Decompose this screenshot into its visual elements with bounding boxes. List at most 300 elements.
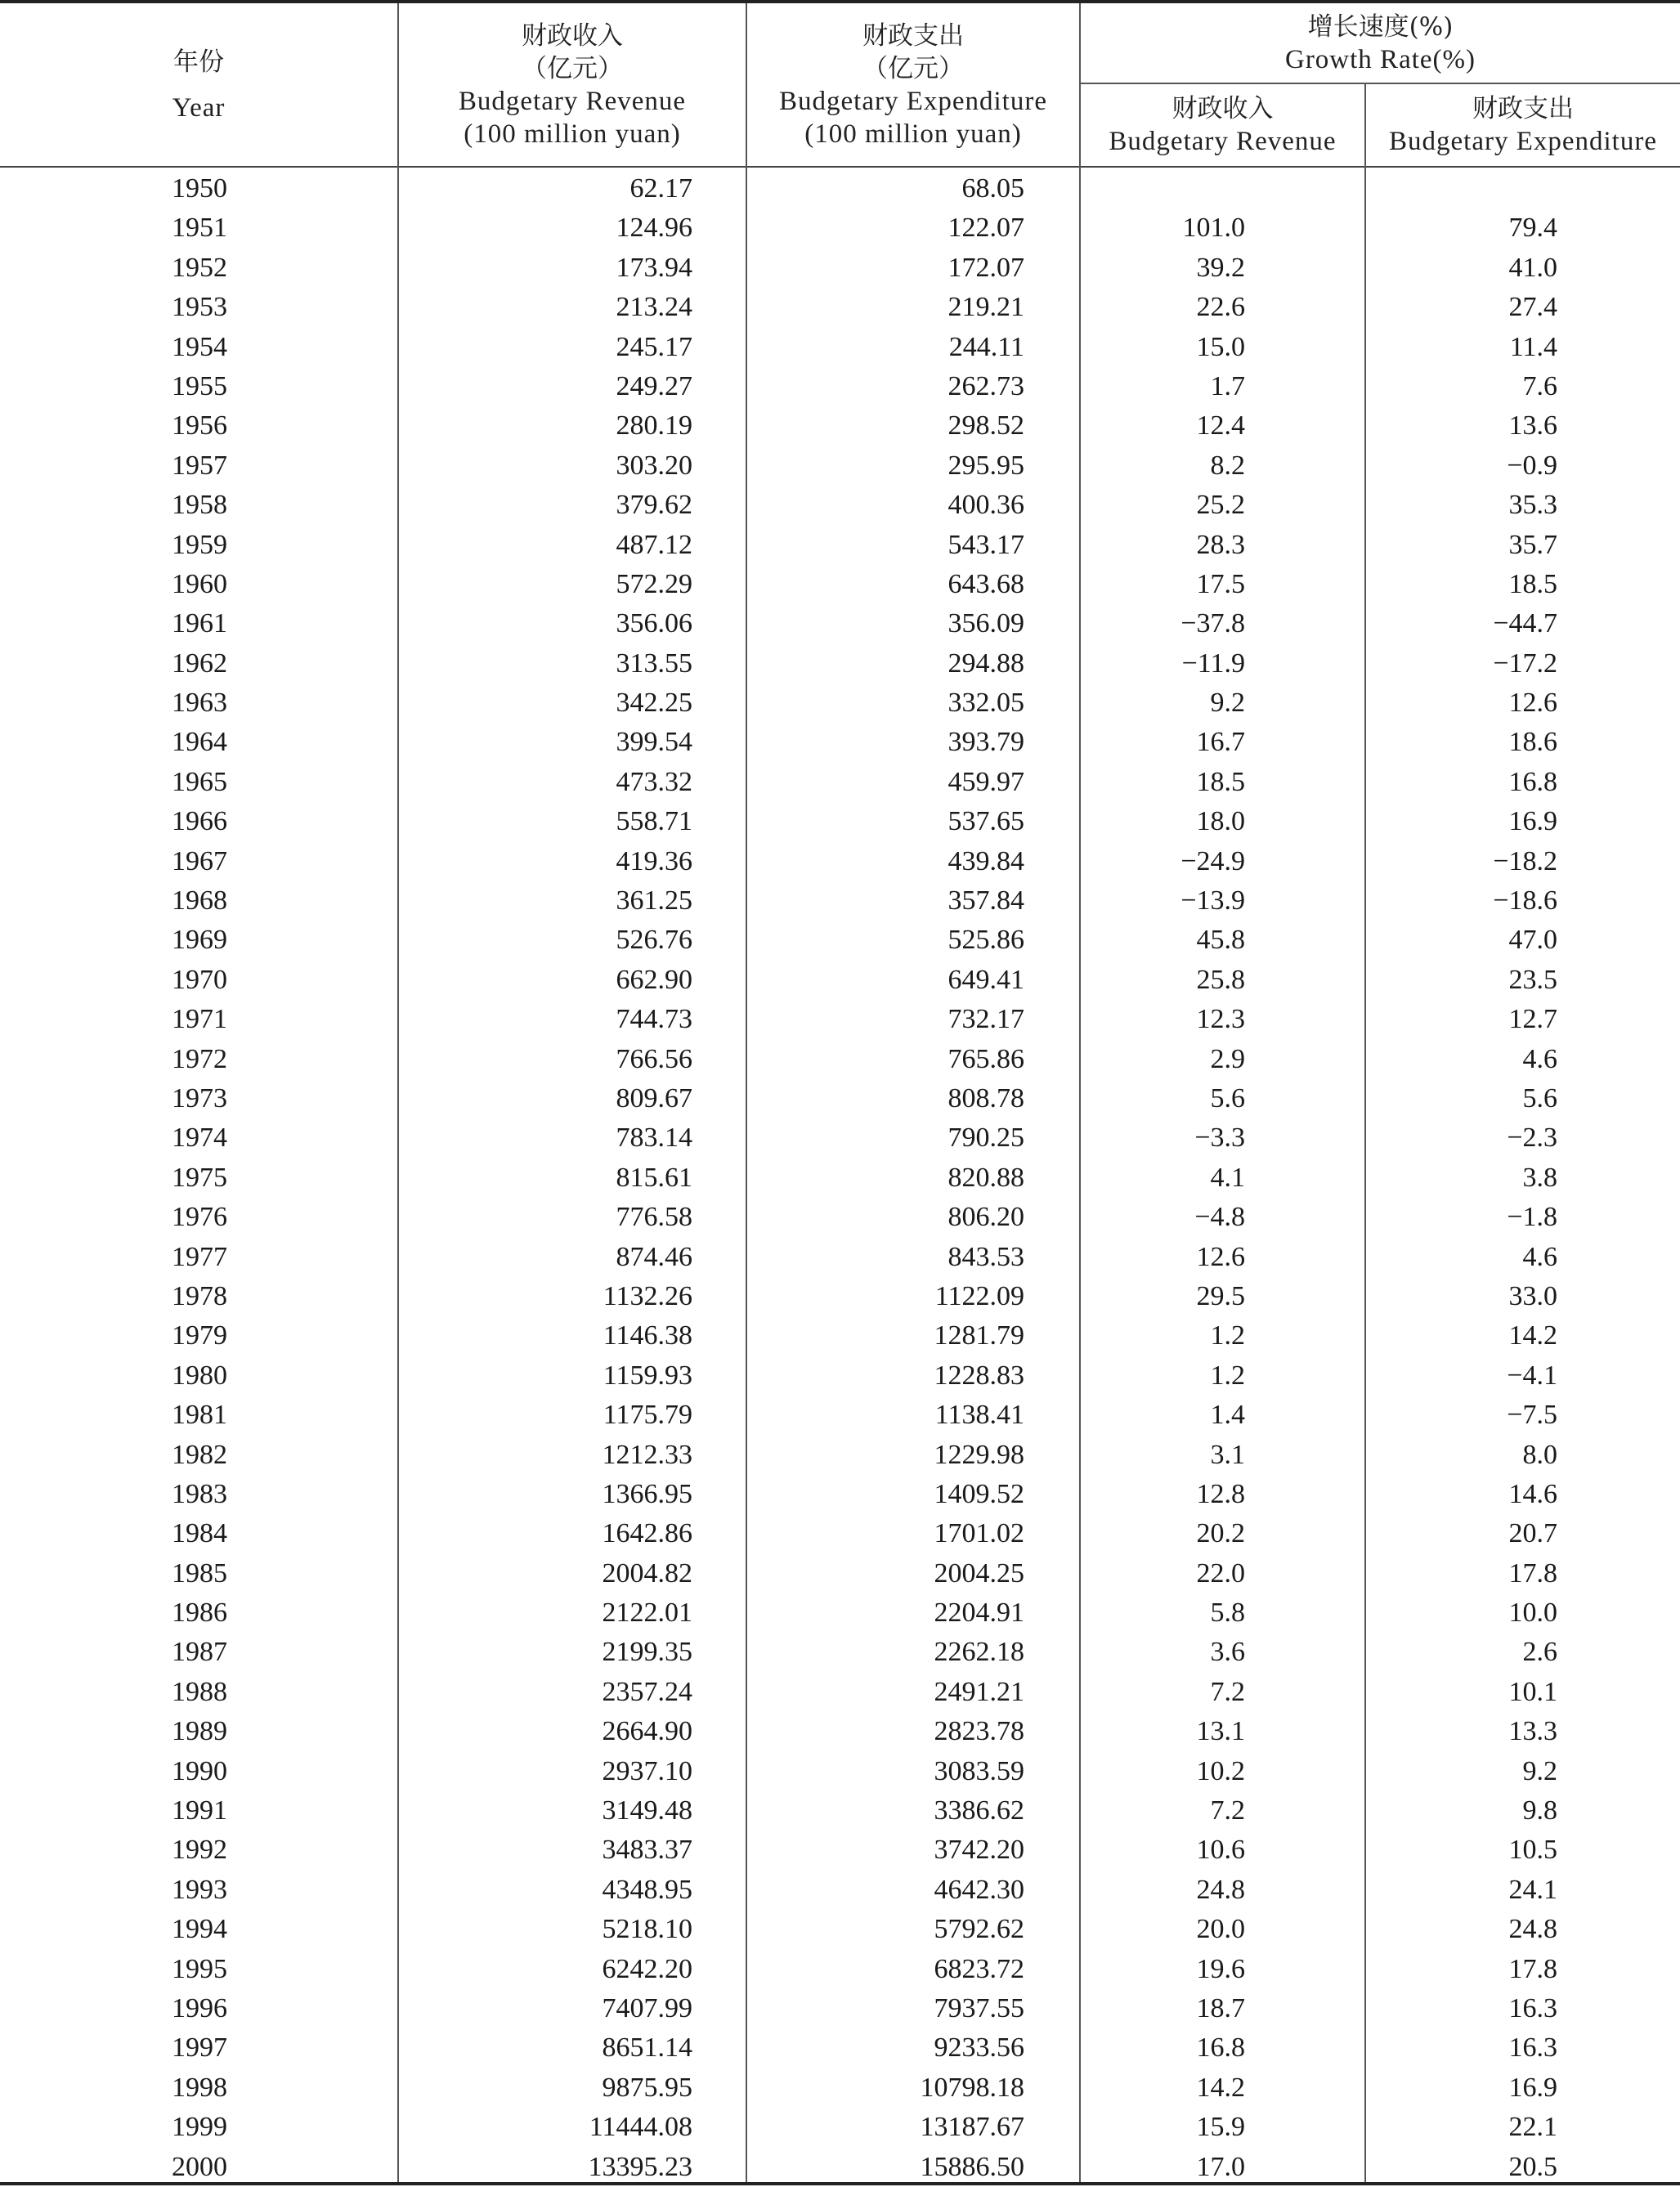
growth-expenditure-cell: 17.8	[1508, 1557, 1557, 1589]
growth-expenditure-cell: 24.1	[1508, 1874, 1557, 1905]
revenue-cell: 1366.95	[602, 1478, 692, 1509]
revenue-cell: 1175.79	[603, 1400, 692, 1431]
growth-revenue-cell: −37.8	[1180, 608, 1245, 639]
growth-revenue-cell: −13.9	[1180, 885, 1245, 916]
table-row	[0, 1831, 1680, 1870]
year-cell: 1959	[172, 529, 227, 560]
expenditure-cell: 1229.98	[934, 1439, 1024, 1470]
growth-expenditure-cell: 10.1	[1508, 1676, 1557, 1707]
growth-expenditure-cell: 41.0	[1508, 252, 1557, 283]
table-row	[0, 1475, 1680, 1514]
revenue-cell: 2199.35	[602, 1637, 692, 1668]
table-row	[0, 763, 1680, 802]
expenditure-cell: 2004.25	[934, 1557, 1024, 1589]
growth-expenditure-cell: 4.6	[1522, 1043, 1557, 1074]
revenue-cell: 2122.01	[602, 1598, 692, 1629]
table-row	[0, 921, 1680, 960]
expenditure-cell: 294.88	[948, 648, 1024, 679]
table-row	[0, 1712, 1680, 1751]
growth-revenue-cell: 12.6	[1196, 1241, 1245, 1272]
year-cell: 1969	[172, 925, 227, 956]
revenue-cell: 1159.93	[603, 1360, 692, 1391]
header-revenue-en: Budgetary Revenue	[458, 86, 687, 116]
table-row	[0, 881, 1680, 921]
revenue-cell: 13395.23	[588, 2151, 692, 2182]
growth-revenue-cell: 19.6	[1196, 1953, 1245, 1984]
growth-revenue-cell: 29.5	[1196, 1280, 1245, 1311]
revenue-cell: 1132.26	[603, 1280, 692, 1311]
table-row	[0, 1514, 1680, 1553]
header-growth-revenue-en: Budgetary Revenue	[1109, 127, 1337, 156]
growth-expenditure-cell: 18.6	[1508, 727, 1557, 758]
growth-expenditure-cell: 16.3	[1508, 1992, 1557, 2023]
growth-revenue-cell: 12.8	[1196, 1478, 1245, 1509]
header-expenditure-cn: 财政支出	[862, 20, 964, 51]
revenue-cell: 124.96	[616, 213, 692, 244]
year-cell: 1956	[172, 410, 227, 441]
expenditure-cell: 9233.56	[934, 2032, 1024, 2064]
year-cell: 1996	[172, 1992, 227, 2023]
table-row	[0, 802, 1680, 841]
expenditure-cell: 357.84	[948, 885, 1024, 916]
year-cell: 1972	[172, 1043, 227, 1074]
growth-expenditure-cell: 17.8	[1508, 1953, 1557, 1984]
table-row	[0, 328, 1680, 367]
table-row	[0, 565, 1680, 604]
year-cell: 2000	[172, 2151, 227, 2182]
revenue-cell: 7407.99	[602, 1992, 692, 2023]
revenue-cell: 173.94	[616, 252, 692, 283]
table-row	[0, 1118, 1680, 1158]
table-row	[0, 1079, 1680, 1118]
table-row	[0, 1238, 1680, 1277]
year-cell: 1958	[172, 490, 227, 521]
expenditure-cell: 2491.21	[934, 1676, 1024, 1707]
revenue-cell: 1212.33	[602, 1439, 692, 1470]
expenditure-cell: 439.84	[948, 845, 1024, 876]
header-growth-cn: 增长速度(%)	[1307, 11, 1454, 42]
growth-expenditure-cell: 14.6	[1508, 1478, 1557, 1509]
header-year-en: Year	[172, 92, 226, 123]
revenue-cell: 62.17	[629, 173, 692, 204]
growth-revenue-cell: −4.8	[1194, 1202, 1245, 1233]
table-row	[0, 1040, 1680, 1079]
header-bottom-rule	[0, 166, 1680, 168]
growth-expenditure-cell: 12.6	[1508, 688, 1557, 719]
expenditure-cell: 1281.79	[934, 1320, 1024, 1351]
year-cell: 1960	[172, 568, 227, 599]
growth-expenditure-cell: 18.5	[1508, 568, 1557, 599]
year-cell: 1989	[172, 1716, 227, 1747]
year-cell: 1980	[172, 1360, 227, 1391]
expenditure-cell: 3742.20	[934, 1835, 1024, 1866]
growth-revenue-cell: 7.2	[1210, 1676, 1245, 1707]
table-row	[0, 1316, 1680, 1356]
growth-expenditure-cell: 35.3	[1508, 490, 1557, 521]
growth-revenue-cell: 5.6	[1210, 1082, 1245, 1114]
table-row	[0, 1989, 1680, 2028]
growth-revenue-cell: 1.4	[1210, 1400, 1245, 1431]
expenditure-cell: 6823.72	[934, 1953, 1024, 1984]
growth-revenue-cell: 3.6	[1210, 1637, 1245, 1668]
revenue-cell: 2004.82	[602, 1557, 692, 1589]
growth-revenue-cell: 25.2	[1196, 490, 1245, 521]
growth-expenditure-cell: 16.9	[1508, 806, 1557, 837]
year-cell: 1974	[172, 1123, 227, 1154]
table-row	[0, 2028, 1680, 2068]
expenditure-cell: 172.07	[948, 252, 1024, 283]
year-cell: 1973	[172, 1082, 227, 1114]
year-cell: 1950	[172, 173, 227, 204]
revenue-cell: 1146.38	[603, 1320, 692, 1351]
year-cell: 1953	[172, 292, 227, 323]
revenue-cell: 4348.95	[602, 1874, 692, 1905]
year-cell: 1979	[172, 1320, 227, 1351]
table-row	[0, 486, 1680, 525]
revenue-cell: 9875.95	[602, 2072, 692, 2103]
growth-expenditure-cell: 47.0	[1508, 925, 1557, 956]
table-row	[0, 683, 1680, 723]
revenue-cell: 6242.20	[602, 1953, 692, 1984]
growth-revenue-cell: 17.0	[1196, 2151, 1245, 2182]
expenditure-cell: 3386.62	[934, 1795, 1024, 1826]
growth-expenditure-cell: −7.5	[1507, 1400, 1557, 1431]
table-row	[0, 169, 1680, 208]
growth-expenditure-cell: −1.8	[1507, 1202, 1557, 1233]
growth-expenditure-cell: 79.4	[1508, 213, 1557, 244]
year-cell: 1951	[172, 213, 227, 244]
growth-revenue-cell: −3.3	[1194, 1123, 1245, 1154]
expenditure-cell: 332.05	[948, 688, 1024, 719]
revenue-cell: 361.25	[616, 885, 692, 916]
table-row	[0, 446, 1680, 486]
growth-revenue-cell: 1.2	[1210, 1360, 1245, 1391]
year-cell: 1962	[172, 648, 227, 679]
table-body	[0, 169, 1680, 2187]
table-row	[0, 2068, 1680, 2108]
table-row	[0, 1158, 1680, 1198]
table-row	[0, 249, 1680, 288]
year-cell: 1999	[172, 2112, 227, 2143]
year-cell: 1982	[172, 1439, 227, 1470]
growth-revenue-cell: 10.6	[1196, 1835, 1245, 1866]
table-row	[0, 1436, 1680, 1475]
growth-revenue-cell: 7.2	[1210, 1795, 1245, 1826]
expenditure-cell: 1122.09	[934, 1280, 1024, 1311]
expenditure-cell: 13187.67	[920, 2112, 1024, 2143]
table-row	[0, 644, 1680, 683]
expenditure-cell: 543.17	[948, 529, 1024, 560]
revenue-cell: 419.36	[616, 845, 692, 876]
header-expenditure-en: Budgetary Expenditure	[779, 86, 1047, 116]
expenditure-cell: 10798.18	[920, 2072, 1024, 2103]
growth-revenue-cell: 22.6	[1196, 292, 1245, 323]
revenue-cell: 245.17	[616, 331, 692, 362]
growth-revenue-cell: 22.0	[1196, 1557, 1245, 1589]
year-cell: 1967	[172, 845, 227, 876]
expenditure-cell: 525.86	[948, 925, 1024, 956]
growth-revenue-cell: 4.1	[1210, 1162, 1245, 1193]
table-row	[0, 288, 1680, 327]
revenue-cell: 303.20	[616, 450, 692, 481]
expenditure-cell: 68.05	[961, 173, 1024, 204]
growth-expenditure-cell: −18.6	[1493, 885, 1557, 916]
revenue-cell: 213.24	[616, 292, 692, 323]
growth-revenue-cell: 18.7	[1196, 1992, 1245, 2023]
revenue-cell: 3149.48	[602, 1795, 692, 1826]
year-cell: 1976	[172, 1202, 227, 1233]
growth-revenue-cell: 16.7	[1196, 727, 1245, 758]
growth-revenue-cell: 1.2	[1210, 1320, 1245, 1351]
revenue-cell: 3483.37	[602, 1835, 692, 1866]
growth-expenditure-cell: 7.6	[1522, 370, 1557, 401]
year-cell: 1966	[172, 806, 227, 837]
growth-revenue-cell: 17.5	[1196, 568, 1245, 599]
year-cell: 1988	[172, 1676, 227, 1707]
revenue-cell: 2937.10	[602, 1755, 692, 1786]
table-row	[0, 842, 1680, 881]
growth-expenditure-cell: 13.6	[1508, 410, 1557, 441]
expenditure-cell: 122.07	[948, 213, 1024, 244]
table-row	[0, 2148, 1680, 2187]
expenditure-cell: 5792.62	[934, 1914, 1024, 1945]
table-row	[0, 1633, 1680, 1672]
year-cell: 1952	[172, 252, 227, 283]
expenditure-cell: 820.88	[948, 1162, 1024, 1193]
growth-revenue-cell: 20.0	[1196, 1914, 1245, 1945]
year-cell: 1995	[172, 1953, 227, 1984]
revenue-cell: 783.14	[616, 1123, 692, 1154]
growth-expenditure-cell: 16.9	[1508, 2072, 1557, 2103]
growth-revenue-cell: 16.8	[1196, 2032, 1245, 2064]
table-row	[0, 1198, 1680, 1237]
growth-expenditure-cell: −0.9	[1507, 450, 1557, 481]
table-row	[0, 1593, 1680, 1633]
growth-expenditure-cell: 13.3	[1508, 1716, 1557, 1747]
growth-expenditure-cell: 23.5	[1508, 964, 1557, 995]
year-cell: 1983	[172, 1478, 227, 1509]
header-growth	[1081, 3, 1680, 83]
growth-expenditure-cell: 5.6	[1522, 1082, 1557, 1114]
table-row	[0, 1910, 1680, 1949]
revenue-cell: 487.12	[616, 529, 692, 560]
expenditure-cell: 262.73	[948, 370, 1024, 401]
header-revenue	[399, 3, 746, 166]
table-row	[0, 1673, 1680, 1712]
expenditure-cell: 7937.55	[934, 1992, 1024, 2023]
year-cell: 1997	[172, 2032, 227, 2064]
revenue-cell: 473.32	[616, 766, 692, 797]
header-growth-expenditure-cn: 财政支出	[1472, 94, 1574, 123]
year-cell: 1993	[172, 1874, 227, 1905]
growth-revenue-cell: 10.2	[1196, 1755, 1245, 1786]
year-cell: 1992	[172, 1835, 227, 1866]
growth-revenue-cell: 14.2	[1196, 2072, 1245, 2103]
growth-revenue-cell: 15.0	[1196, 331, 1245, 362]
expenditure-cell: 4642.30	[934, 1874, 1024, 1905]
table-row	[0, 1554, 1680, 1593]
expenditure-cell: 3083.59	[934, 1755, 1024, 1786]
expenditure-cell: 15886.50	[920, 2151, 1024, 2182]
growth-expenditure-cell: 10.5	[1508, 1835, 1557, 1866]
table-row	[0, 1950, 1680, 1989]
year-cell: 1986	[172, 1598, 227, 1629]
expenditure-cell: 808.78	[948, 1082, 1024, 1114]
table-row	[0, 604, 1680, 643]
revenue-cell: 1642.86	[602, 1518, 692, 1549]
growth-revenue-cell: −11.9	[1181, 648, 1245, 679]
expenditure-cell: 1138.41	[934, 1400, 1024, 1431]
revenue-cell: 776.58	[616, 1202, 692, 1233]
year-cell: 1964	[172, 727, 227, 758]
revenue-cell: 809.67	[616, 1082, 692, 1114]
growth-expenditure-cell: 20.7	[1508, 1518, 1557, 1549]
year-cell: 1975	[172, 1162, 227, 1193]
growth-revenue-cell: 18.5	[1196, 766, 1245, 797]
revenue-cell: 744.73	[616, 1004, 692, 1035]
expenditure-cell: 393.79	[948, 727, 1024, 758]
expenditure-cell: 459.97	[948, 766, 1024, 797]
growth-expenditure-cell: −44.7	[1493, 608, 1557, 639]
year-cell: 1963	[172, 688, 227, 719]
expenditure-cell: 298.52	[948, 410, 1024, 441]
growth-revenue-cell: 8.2	[1210, 450, 1245, 481]
growth-revenue-cell: −24.9	[1180, 845, 1245, 876]
growth-expenditure-cell: 9.8	[1522, 1795, 1557, 1826]
revenue-cell: 280.19	[616, 410, 692, 441]
expenditure-cell: 643.68	[948, 568, 1024, 599]
growth-expenditure-cell: 16.3	[1508, 2032, 1557, 2064]
growth-revenue-cell: 101.0	[1182, 213, 1245, 244]
revenue-cell: 526.76	[616, 925, 692, 956]
table-row	[0, 1871, 1680, 1910]
growth-revenue-cell: 13.1	[1196, 1716, 1245, 1747]
growth-expenditure-cell: 16.8	[1508, 766, 1557, 797]
header-growth-revenue	[1081, 84, 1364, 166]
revenue-cell: 249.27	[616, 370, 692, 401]
revenue-cell: 2664.90	[602, 1716, 692, 1747]
header-revenue-unit-cn: （亿元）	[522, 53, 623, 83]
table-row	[0, 1000, 1680, 1039]
growth-expenditure-cell: 11.4	[1509, 331, 1557, 362]
growth-revenue-cell: 24.8	[1196, 1874, 1245, 1905]
growth-expenditure-cell: −18.2	[1493, 845, 1557, 876]
year-cell: 1954	[172, 331, 227, 362]
growth-expenditure-cell: 27.4	[1508, 292, 1557, 323]
table-row	[0, 406, 1680, 446]
table-row	[0, 723, 1680, 762]
revenue-cell: 313.55	[616, 648, 692, 679]
header-year	[0, 3, 397, 166]
year-cell: 1978	[172, 1280, 227, 1311]
growth-expenditure-cell: 20.5	[1508, 2151, 1557, 2182]
revenue-cell: 356.06	[616, 608, 692, 639]
growth-revenue-cell: 1.7	[1210, 370, 1245, 401]
table-row	[0, 208, 1680, 248]
table-row	[0, 1396, 1680, 1435]
table-row	[0, 1791, 1680, 1831]
header-growth-en: Growth Rate(%)	[1284, 44, 1476, 74]
expenditure-cell: 400.36	[948, 490, 1024, 521]
expenditure-cell: 790.25	[948, 1123, 1024, 1154]
growth-expenditure-cell: 35.7	[1508, 529, 1557, 560]
header-expenditure	[747, 3, 1079, 166]
growth-revenue-cell: 9.2	[1210, 688, 1245, 719]
growth-expenditure-cell: −17.2	[1493, 648, 1557, 679]
expenditure-cell: 1409.52	[934, 1478, 1024, 1509]
growth-expenditure-cell: 4.6	[1522, 1241, 1557, 1272]
header-revenue-cn: 财政收入	[522, 20, 623, 51]
expenditure-cell: 2204.91	[934, 1598, 1024, 1629]
growth-revenue-cell: 15.9	[1196, 2112, 1245, 2143]
expenditure-cell: 244.11	[948, 331, 1024, 362]
revenue-cell: 11444.08	[589, 2112, 692, 2143]
year-cell: 1991	[172, 1795, 227, 1826]
expenditure-cell: 2823.78	[934, 1716, 1024, 1747]
revenue-cell: 8651.14	[602, 2032, 692, 2064]
growth-expenditure-cell: 14.2	[1508, 1320, 1557, 1351]
expenditure-cell: 219.21	[948, 292, 1024, 323]
header-year-cn: 年份	[173, 47, 224, 77]
year-cell: 1965	[172, 766, 227, 797]
table-row	[0, 961, 1680, 1000]
growth-revenue-cell: 45.8	[1196, 925, 1245, 956]
expenditure-cell: 843.53	[948, 1241, 1024, 1272]
expenditure-cell: 732.17	[948, 1004, 1024, 1035]
revenue-cell: 766.56	[616, 1043, 692, 1074]
header-expenditure-unit-cn: （亿元）	[862, 53, 964, 83]
year-cell: 1961	[172, 608, 227, 639]
header-revenue-unit-en: (100 million yuan)	[464, 119, 681, 149]
growth-expenditure-cell: 8.0	[1522, 1439, 1557, 1470]
growth-revenue-cell: 2.9	[1210, 1043, 1245, 1074]
table-row	[0, 367, 1680, 406]
revenue-cell: 2357.24	[602, 1676, 692, 1707]
year-cell: 1977	[172, 1241, 227, 1272]
growth-revenue-cell: 28.3	[1196, 529, 1245, 560]
revenue-cell: 399.54	[616, 727, 692, 758]
header-expenditure-unit-en: (100 million yuan)	[804, 119, 1022, 149]
expenditure-cell: 1228.83	[934, 1360, 1024, 1391]
revenue-cell: 5218.10	[602, 1914, 692, 1945]
year-cell: 1985	[172, 1557, 227, 1589]
growth-expenditure-cell: 12.7	[1508, 1004, 1557, 1035]
growth-expenditure-cell: 2.6	[1522, 1637, 1557, 1668]
revenue-cell: 874.46	[616, 1241, 692, 1272]
header-growth-expenditure-en: Budgetary Expenditure	[1389, 127, 1657, 156]
year-cell: 1971	[172, 1004, 227, 1035]
expenditure-cell: 295.95	[948, 450, 1024, 481]
growth-expenditure-cell: 10.0	[1508, 1598, 1557, 1629]
revenue-cell: 815.61	[616, 1162, 692, 1193]
growth-revenue-cell: 25.8	[1196, 964, 1245, 995]
year-cell: 1984	[172, 1518, 227, 1549]
expenditure-cell: 537.65	[948, 806, 1024, 837]
growth-expenditure-cell: 24.8	[1508, 1914, 1557, 1945]
year-cell: 1990	[172, 1755, 227, 1786]
growth-expenditure-cell: −4.1	[1507, 1360, 1557, 1391]
expenditure-cell: 765.86	[948, 1043, 1024, 1074]
year-cell: 1994	[172, 1914, 227, 1945]
revenue-cell: 662.90	[616, 964, 692, 995]
growth-expenditure-cell: −2.3	[1507, 1123, 1557, 1154]
expenditure-cell: 1701.02	[934, 1518, 1024, 1549]
expenditure-cell: 806.20	[948, 1202, 1024, 1233]
growth-revenue-cell: 12.4	[1196, 410, 1245, 441]
growth-expenditure-cell: 33.0	[1508, 1280, 1557, 1311]
year-cell: 1981	[172, 1400, 227, 1431]
year-cell: 1968	[172, 885, 227, 916]
